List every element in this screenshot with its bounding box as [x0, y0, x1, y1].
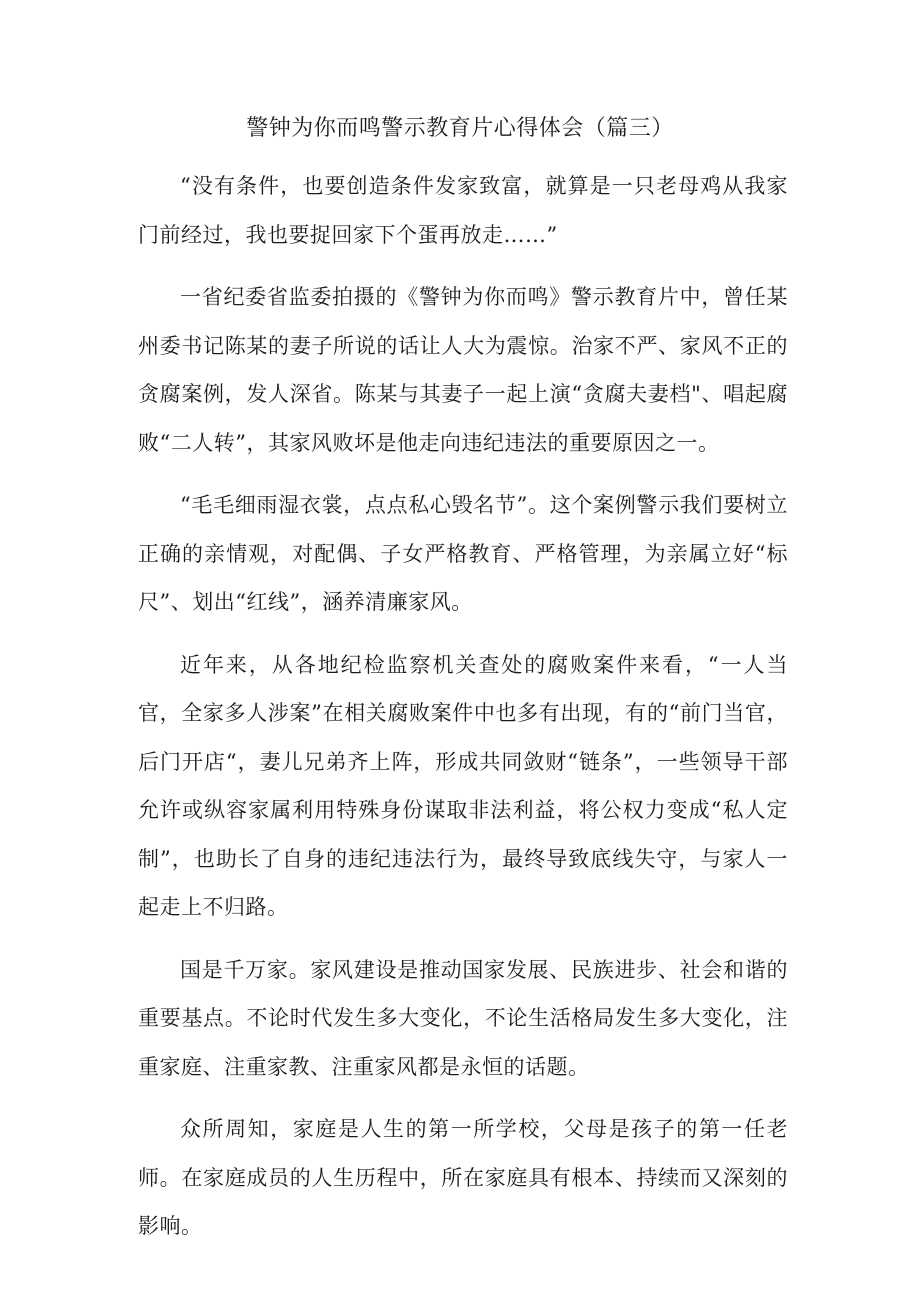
- paragraph-4: 近年来，从各地纪检监察机关查处的腐败案件来看，“一人当官，全家多人涉案”在相关腐败案件中也多有出现，有的“前门当官，后门开店“，妻儿兄弟齐上阵，形成共同敛财“链条”，一些领导干部允许或纵容家属利用特殊身份谋取非法利益，将公权力变成“私人定制”，也助长了自身的违纪违法行为，最终导致底线失守，与家人一起走上不归路。: [138, 652, 788, 919]
- paragraph-1: “没有条件，也要创造条件发家致富，就算是一只老母鸡从我家门前经过，我也要捉回家下个蛋再放走……”: [138, 174, 788, 247]
- document-title: 警钟为你而鸣警示教育片心得体会（篇三）: [246, 116, 674, 141]
- paragraph-3: “毛毛细雨湿衣裳，点点私心毁名节”。这个案例警示我们要树立正确的亲情观，对配偶、子女严格教育、严格管理，为亲属立好“标尺”、划出“红线”，涵养清廉家风。: [138, 493, 788, 614]
- paragraph-2: 一省纪委省监委拍摄的《警钟为你而鸣》警示教育片中，曾任某州委书记陈某的妻子所说的话让人大为震惊。治家不严、家风不正的贪腐案例，发人深省。陈某与其妻子一起上演“贪腐夫妻档"、唱起腐败“二人转”，其家风败坏是他走向违纪违法的重要原因之一。: [138, 285, 788, 455]
- paragraph-gap: [138, 467, 788, 481]
- paragraph-gap: [138, 259, 788, 273]
- paragraph-6: 众所周知，家庭是人生的第一所学校，父母是孩子的第一任老师。在家庭成员的人生历程中，所在家庭具有根本、持续而又深刻的影响。: [138, 1117, 788, 1238]
- paragraph-5: 国是千万家。家风建设是推动国家发展、民族进步、社会和谐的重要基点。不论时代发生多大变化，不论生活格局发生多大变化，注重家庭、注重家教、注重家风都是永恒的话题。: [138, 957, 788, 1079]
- document-body: [138, 162, 788, 1251]
- paragraph-gap: [138, 1091, 788, 1105]
- paragraph-gap: [138, 932, 788, 946]
- paragraph-gap: [138, 627, 788, 641]
